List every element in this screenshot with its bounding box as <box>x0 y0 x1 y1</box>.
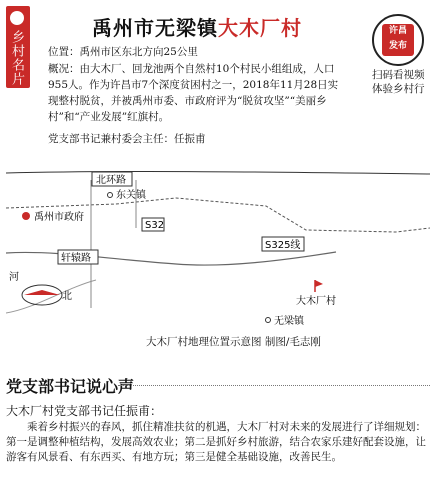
place-city-gov: 禹州市政府 <box>34 212 84 223</box>
place-village: 大木厂村 <box>296 296 336 307</box>
qr-badge-line1: 许昌 <box>388 26 407 36</box>
page-title <box>92 12 302 41</box>
qr-badge-logo <box>382 24 414 56</box>
wuliang-marker <box>266 318 271 323</box>
speech-body: 乘着乡村振兴的春风，抓住精准扶贫的机遇，大木厂村对未来的发展进行了详细规划：第一是调整种植结构，发展高效农业；第二是抓好乡村旅游，结合农家乐建好配套设施，让游客有风景看、有东西买、有地方玩；第三是健全基础设施，改善民生。 <box>6 421 426 463</box>
qr-badge[interactable] <box>372 14 424 66</box>
village-flag-icon <box>315 280 323 287</box>
qr-badge-line2: 发布 <box>388 41 407 51</box>
section-divider <box>118 385 430 386</box>
section-title: 党支部书记说心声 <box>6 377 135 396</box>
place-dongguanzhen: 东关镇 <box>116 190 146 201</box>
info-block <box>48 44 348 147</box>
river-line <box>6 280 96 313</box>
place-marker <box>108 193 113 198</box>
place-wuliang: 无梁镇 <box>274 316 304 327</box>
road-label-s325: S325线 <box>265 240 301 251</box>
speaker-name: 大木厂村党支部书记任振甫： <box>6 404 163 418</box>
title-prefix: 禹州市无梁镇 <box>92 16 218 40</box>
road-label-s32: S32 <box>145 220 165 231</box>
location-text: 位置：禹州市区东北方向25公里 <box>48 46 198 58</box>
secretary-text: 党支部书记兼村委会主任：任振甫 <box>48 133 206 145</box>
north-label: 北 <box>62 291 72 302</box>
road-label-north-ring: 北环路 <box>96 175 126 186</box>
qr-caption: 扫码看视频体验乡村行 <box>372 69 425 95</box>
overview-text: 概况：由大木厂、回龙池两个自然村10个村民小组组成，人口955人。作为许昌市7个深度贫困村之一，2018年11月28日实现整村脱贫，并被禹州市委、市政府评为“脱贫攻坚”“美丽乡村”和“产业发展”红旗村。 <box>48 63 339 123</box>
road-line <box>6 252 336 265</box>
compass-arrow-icon <box>24 290 60 295</box>
river-label: 河 <box>9 272 19 283</box>
map-frame-top <box>6 171 430 174</box>
section-tab <box>6 6 30 88</box>
speech-block <box>6 420 430 465</box>
gov-marker-icon <box>22 212 30 220</box>
map-caption: 大木厂村地理位置示意图 制图/毛志刚 <box>146 336 321 348</box>
title-highlight: 大木厂村 <box>218 16 302 40</box>
circle-icon <box>10 11 24 25</box>
section-tab-label: 乡村名片 <box>9 30 24 86</box>
road-label-xuanyuan: 轩辕路 <box>61 253 91 264</box>
location-map <box>6 168 430 344</box>
